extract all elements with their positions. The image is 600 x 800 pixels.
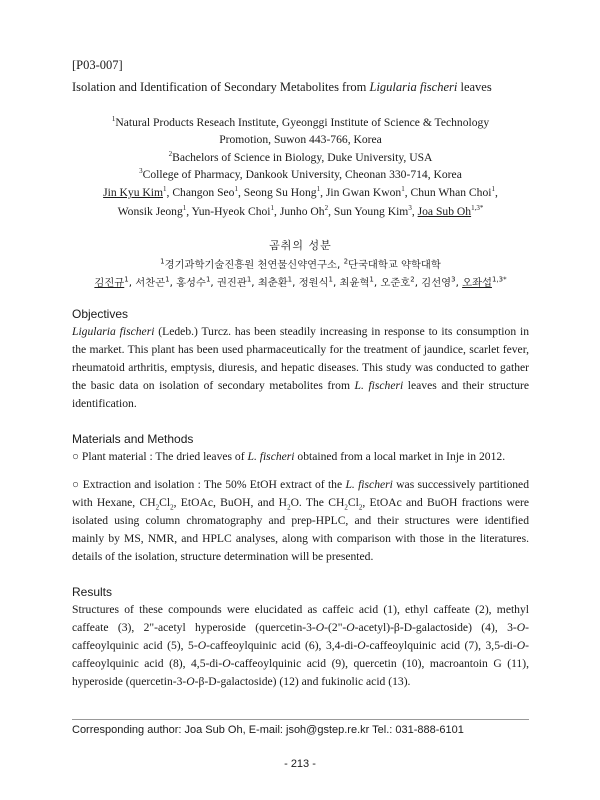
- results-paragraph: Structures of these compounds were elucidated as caffeic acid (1), ethyl caffeate (2), methyl caffeate (3), 2"-acetyl hyperoside (quercetin-3-O-(2"-O-acetyl)-β-D-galactoside) (4), 3-O-caffeoylquinic acid (5), 5-O-caffeoylquinic acid (6), 3,4-di-O-caffeoylquinic acid (7), 3,5-di-O-caffeoylquinic acid (8), 4,5-di-O-caffeoylquinic acid (9), quercetin (10), macroantoin G (11), hyperoside (quercetin-3-O-β-D-galactoside) (12) and fukinolic acid (13).: [72, 603, 529, 689]
- korean-author-name: 오좌섭: [462, 277, 492, 290]
- author-list: Jin Kyu Kim$^1$, Changon Seo$^1$, Seong Su Hong$^1$, Jin Gwan Kwon$^1$, Chun Whan Choi$^1$, Wonsik Jeong$^1$, Yun-Hyeok Choi$^1$, Junho Oh$^2$, Sun Young Kim$^3$, Joa Sub $Oh^{1,3*}$: [103, 185, 498, 219]
- author-name: Chun Whan Choi: [410, 186, 492, 200]
- author-name: Junho Oh: [279, 205, 325, 219]
- korean-author-name: 최춘환: [257, 277, 288, 290]
- author-name: Jin Kyu Kim: [103, 186, 164, 200]
- affiliation-3: $^3$College of Pharmacy, Dankook University, Cheonan 330-714, Korea: [139, 167, 462, 181]
- korean-title: 곰취의 성분: [269, 239, 332, 253]
- objectives-paragraph: Ligularia fischeri (Ledeb.) Turcz. has been steadily increasing in response to its consumption in the market. This plant has been used pharmaceutically for the treatment of jaundice, scarlet fever, rheumatoid arthritis, emptysis, diuresis, and hepatic diseases. This study was conducted to gather the basic data on isolation of secondary metabolites from L. fischeri leaves and their structure identification.: [72, 325, 530, 411]
- title-text: Isolation and Identification of Secondary Metabolites from: [72, 80, 370, 94]
- korean-author-list: 김진규$^1$, 서찬곤$^1$, 홍성수$^1$, 권진관$^1$, 최춘환$^1$, 정원식$^1$, 최윤혁$^1$, 오준호$^2$, 김선영$^3$, 오좌섭$^{1,3*}$: [94, 275, 507, 290]
- affiliation-1-cont: Promotion, Suwon 443-766, Korea: [219, 133, 382, 147]
- author-name: Seong Su Hong: [243, 186, 317, 200]
- methods-heading: Materials and Methods: [72, 432, 194, 447]
- korean-author-name: 정원식: [298, 277, 329, 290]
- title-text-end: leaves: [457, 80, 492, 94]
- korean-author-name: 오준호: [380, 277, 411, 290]
- plant-material-paragraph: ○ Plant material : The dried leaves of L. fischeri obtained from a local market in Inje in 2012.: [72, 450, 506, 464]
- author-name: Yun-Hyeok Choi: [191, 205, 271, 219]
- author-name: Sun Young Kim: [333, 205, 409, 219]
- abstract-page: [72, 56, 529, 691]
- korean-author-name: 홍성수: [176, 277, 206, 290]
- korean-affiliations: $^1$경기과학기술진흥원 천연물신약연구소, $^2$단국대학교 약학대학: [160, 257, 441, 272]
- page-number: - 213 -: [284, 758, 316, 770]
- affiliations: [72, 114, 529, 292]
- affiliation-2: $^2$Bachelors of Science in Biology, Duke University, USA: [168, 149, 433, 164]
- korean-author-name: 서찬곤: [135, 277, 166, 290]
- korean-author-name: 김선영: [421, 277, 452, 290]
- extraction-paragraph: ○ Extraction and isolation : The 50% EtOH extract of the L. fischeri was successively partitioned with Hexane, $CH_2Cl_2$, EtOAc, BuOH, and $H_2O$. The $CH_2Cl_2$, EtOAc and BuOH fractions were isolated using column chromatography and prep-HPLC, and their structures were identified mainly by MS, NMR, and HPLC analyses, along with comparison with those in the literatures. details of the isolation, structure determination will be presented.: [72, 478, 530, 564]
- title-species: Ligularia fischeri: [369, 80, 458, 94]
- footer-divider: [72, 719, 529, 720]
- results-heading: Results: [72, 585, 113, 600]
- poster-code: [P03-007]: [72, 58, 123, 72]
- korean-author-name: 최윤혁: [339, 277, 370, 290]
- author-name: Joa Sub Oh: [417, 205, 472, 219]
- korean-author-name: 김진규: [94, 277, 125, 290]
- affiliation-1: $^1$Natural Products Reseach Institute, Gyeonggi Institute of Science & Technology: [111, 115, 490, 129]
- author-name: Jin Gwan Kwon: [325, 186, 402, 200]
- author-name: Wonsik Jeong: [117, 205, 183, 219]
- corresponding-author: Corresponding author: Joa Sub Oh, E-mail: jsoh@gstep.re.kr Tel.: 031-888-6101: [72, 724, 464, 736]
- paper-title: [72, 78, 529, 96]
- objectives-heading: Objectives: [72, 307, 129, 322]
- korean-author-name: 권진관: [216, 277, 247, 290]
- author-name: Changon Seo: [172, 186, 235, 200]
